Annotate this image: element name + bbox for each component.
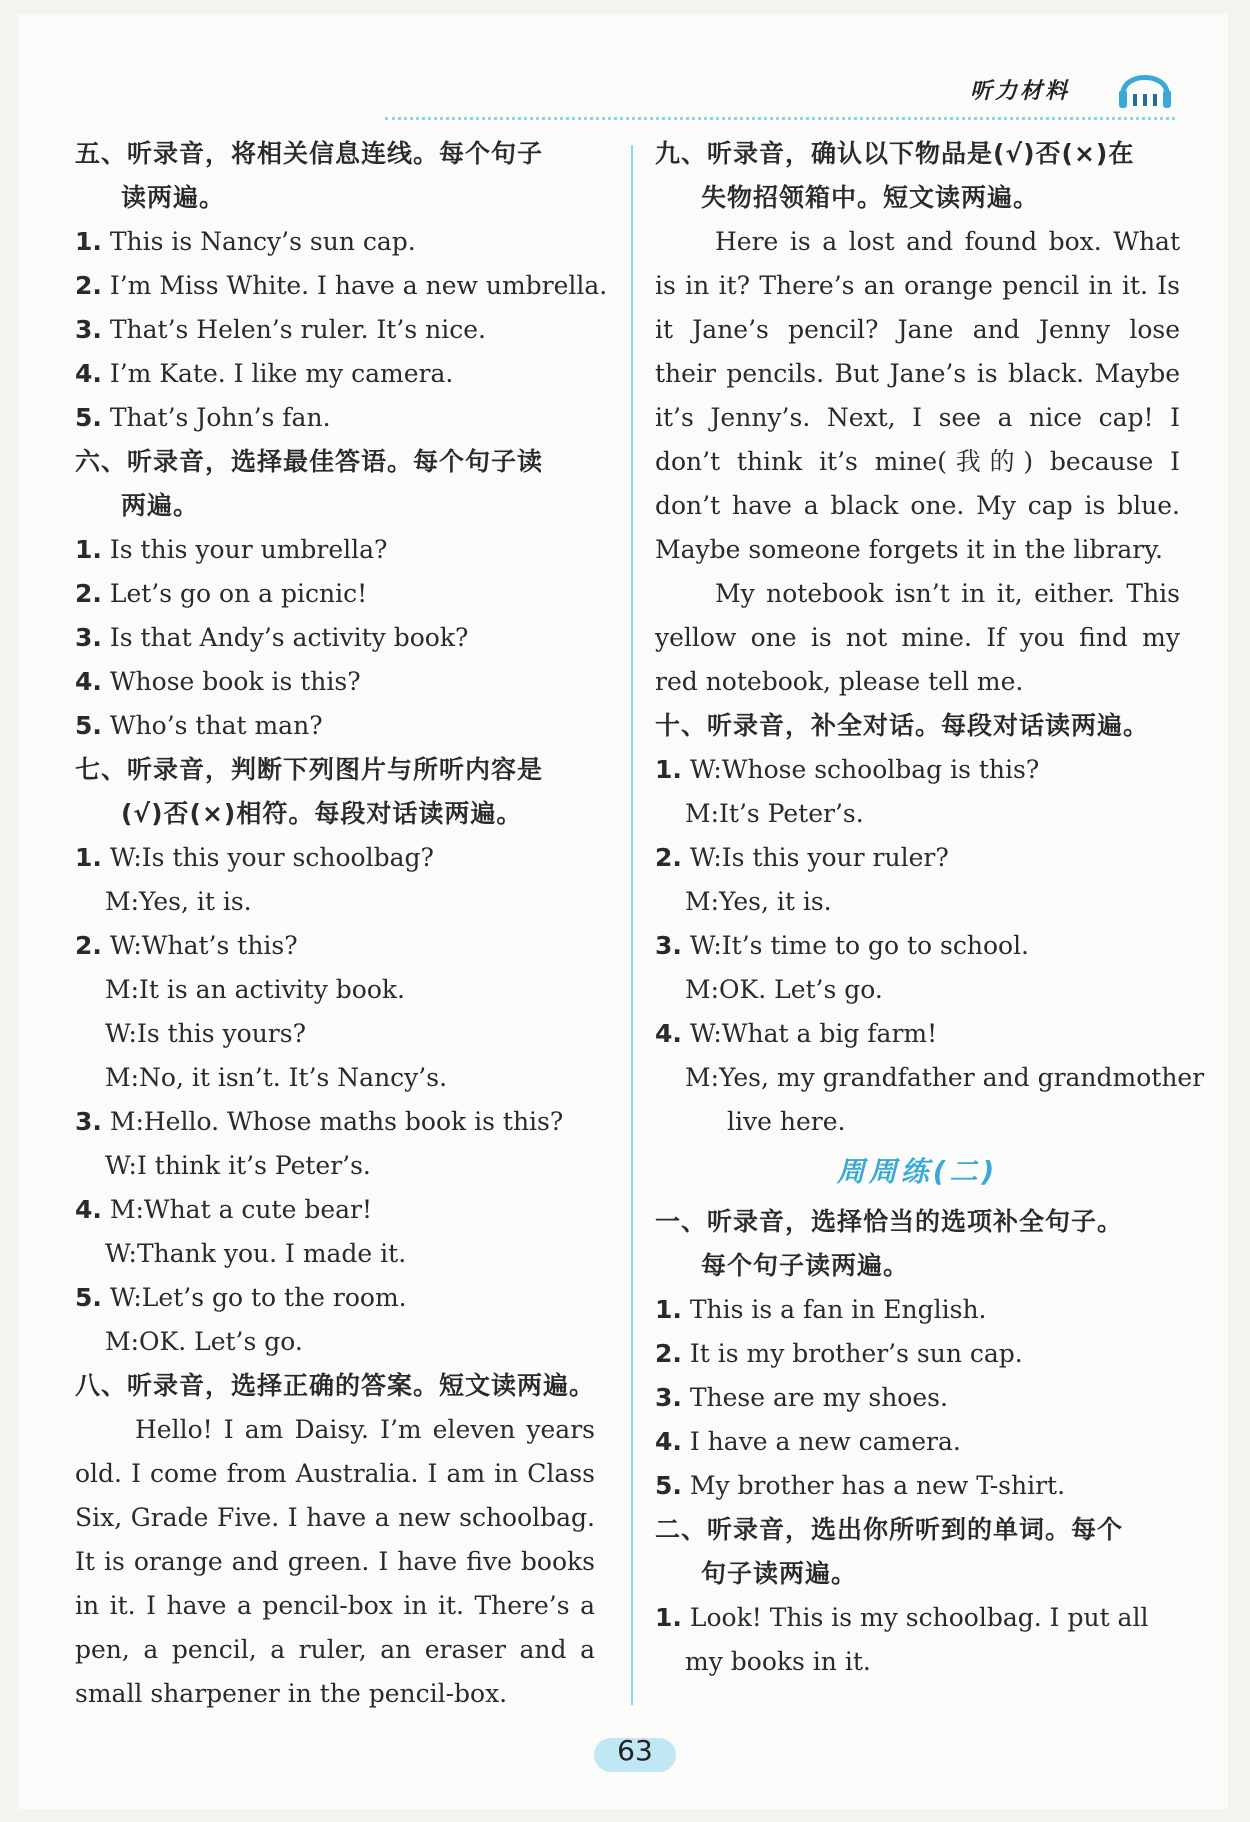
- page-number: 63: [617, 1734, 653, 1767]
- list-item: 1. This is a fan in English.: [655, 1295, 987, 1324]
- dialogue-line: 1. W:Is this your schoolbag?: [75, 843, 434, 872]
- weekly-section-1-title-line1: 一、听录音，选择恰当的选项补全句子。: [655, 1207, 1124, 1236]
- list-item: 3. Is that Andy’s activity book?: [75, 623, 469, 652]
- list-item: 1. This is Nancy’s sun cap.: [75, 227, 416, 256]
- section-6-title-line1: 六、听录音，选择最佳答语。每个句子读: [75, 447, 544, 476]
- section-10-title: 十、听录音，补全对话。每段对话读两遍。: [655, 711, 1150, 740]
- section-10-dialogues: [655, 748, 1205, 1144]
- section-9-passage-2: My notebook isn’t in it, either. This yellow one is not mine. If you find my red notebook, please tell me.: [655, 579, 1180, 696]
- list-item: 1. Look! This is my schoolbag. I put all: [655, 1603, 1149, 1632]
- section-7-title-line1: 七、听录音，判断下列图片与所听内容是: [75, 755, 544, 784]
- dialogue-line: 3. W:It’s time to go to school.: [655, 931, 1030, 960]
- dialogue-line: M:OK. Let’s go.: [685, 975, 883, 1004]
- section-6-title-line2: 两遍。: [121, 491, 200, 520]
- header-title: 听力材料: [970, 79, 1071, 104]
- dialogue-line: 1. W:Whose schoolbag is this?: [655, 755, 1040, 784]
- section-9-title-line2: 失物招领箱中。短文读两遍。: [701, 183, 1040, 212]
- dialogue-line: 5. W:Let’s go to the room.: [75, 1283, 407, 1312]
- dialogue-line: M:Yes, it is.: [685, 887, 832, 916]
- dialogue-line: 2. W:Is this your ruler?: [655, 843, 949, 872]
- list-item: 4. Whose book is this?: [75, 667, 361, 696]
- list-item: 3. That’s Helen’s ruler. It’s nice.: [75, 315, 486, 344]
- header-rule: [385, 117, 1175, 120]
- weekly-section-1-title-line2: 每个句子读两遍。: [701, 1251, 910, 1280]
- weekly-section-2-title-line1: 二、听录音，选出你所听到的单词。每个: [655, 1515, 1124, 1544]
- list-item-continuation: my books in it.: [685, 1647, 871, 1676]
- section-6-heading: [75, 440, 595, 528]
- list-item: 5. That’s John’s fan.: [75, 403, 331, 432]
- section-7-heading: [75, 748, 595, 836]
- section-8-passage: Hello! I am Daisy. I’m eleven years old. I come from Australia. I am in Class Six, Grade Five. I have a new schoolbag. It is orange and green. I have five books in it. I have a pencil-box in it. There’s a pen, a pencil, a ruler, an eraser and a small sharpener in the pencil-box.: [75, 1415, 595, 1708]
- right-column: [655, 132, 1205, 1684]
- list-item: 5. Who’s that man?: [75, 711, 323, 740]
- dialogue-line: 2. W:What’s this?: [75, 931, 298, 960]
- section-5-title-line1: 五、听录音，将相关信息连线。每个句子: [75, 139, 544, 168]
- section-9-title-line1: 九、听录音，确认以下物品是(√)否(×)在: [655, 139, 1135, 168]
- dialogue-line: 4. M:What a cute bear!: [75, 1195, 373, 1224]
- dialogue-line: M:No, it isn’t. It’s Nancy’s.: [105, 1063, 448, 1092]
- weekly-section-1-heading: [655, 1200, 1180, 1288]
- list-item: 2. It is my brother’s sun cap.: [655, 1339, 1023, 1368]
- list-item: 4. I have a new camera.: [655, 1427, 961, 1456]
- section-10-heading: [655, 704, 1180, 748]
- dialogue-line: W:I think it’s Peter’s.: [105, 1151, 371, 1180]
- page-header: [940, 70, 1180, 114]
- section-7-title-line2: (√)否(×)相符。每段对话读两遍。: [121, 799, 523, 828]
- list-item: 1. Is this your umbrella?: [75, 535, 388, 564]
- weekly-section-2-heading: [655, 1508, 1180, 1596]
- dialogue-line: M:Yes, my grandfather and grandmother: [685, 1063, 1205, 1092]
- list-item: 5. My brother has a new T-shirt.: [655, 1471, 1066, 1500]
- left-column: [75, 132, 608, 1716]
- dialogue-line: M:Yes, it is.: [105, 887, 252, 916]
- section-9-passage-1: Here is a lost and found box. What is in it? There’s an orange pencil in it. Is it Jane’s pencil? Jane and Jenny lose their pencils. But Jane’s is black. Maybe it’s Jenny’s. Next, I see a nice cap! I don’t think it’s mine(我的) because I don’t have a black one. My cap is blue. Maybe someone forgets it in the library.: [655, 227, 1180, 564]
- list-item: 2. Let’s go on a picnic!: [75, 579, 368, 608]
- dialogue-line: M:OK. Let’s go.: [105, 1327, 303, 1356]
- weekly-practice-title: 周周练(二): [836, 1155, 999, 1188]
- dialogue-line: 4. W:What a big farm!: [655, 1019, 938, 1048]
- list-item: 2. I’m Miss White. I have a new umbrella.: [75, 271, 608, 300]
- dialogue-line: M:It is an activity book.: [105, 975, 405, 1004]
- dialogue-line: M:It’s Peter’s.: [685, 799, 864, 828]
- list-item: 3. These are my shoes.: [655, 1383, 948, 1412]
- section-5-title-line2: 读两遍。: [121, 183, 226, 212]
- dialogue-line: W:Is this yours?: [105, 1019, 306, 1048]
- weekly-section-2-title-line2: 句子读两遍。: [701, 1559, 858, 1588]
- list-item: 4. I’m Kate. I like my camera.: [75, 359, 454, 388]
- dialogue-line: 3. M:Hello. Whose maths book is this?: [75, 1107, 564, 1136]
- dialogue-line: W:Thank you. I made it.: [105, 1239, 407, 1268]
- headphones-icon: [1115, 64, 1175, 116]
- section-8-title: 八、听录音，选择正确的答案。短文读两遍。: [75, 1371, 596, 1400]
- column-divider: [631, 145, 633, 1705]
- section-5-heading: [75, 132, 595, 220]
- section-8-heading: [75, 1364, 595, 1408]
- dialogue-line: live here.: [727, 1107, 846, 1136]
- section-7-dialogues: [75, 836, 595, 1364]
- section-9-heading: [655, 132, 1180, 220]
